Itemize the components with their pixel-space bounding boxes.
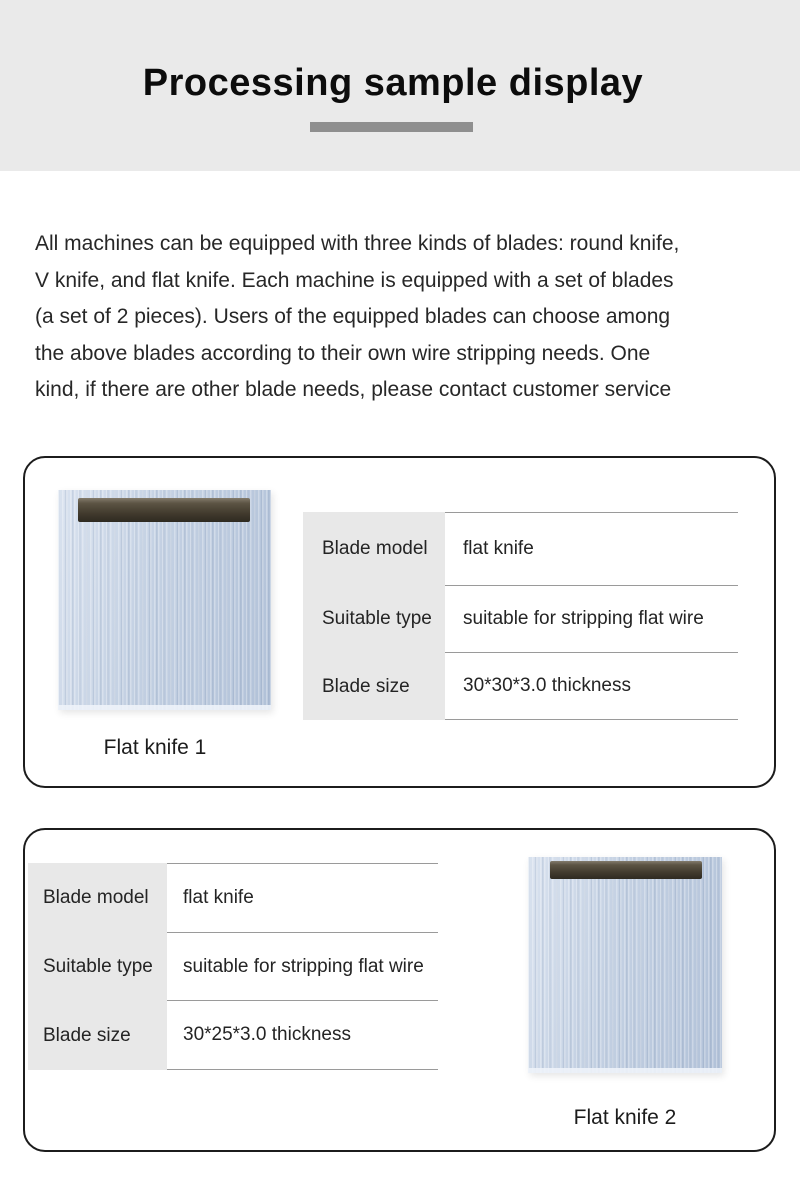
flat-knife-2-image [528, 857, 722, 1073]
intro-line: V knife, and flat knife. Each machine is equipped with a set of blades [35, 268, 674, 292]
spec-table [303, 512, 738, 720]
flat-knife-1-image [58, 490, 271, 710]
spec-label-column [28, 863, 167, 1070]
intro-line: kind, if there are other blade needs, please contact customer service [35, 378, 672, 401]
spec-value-column [445, 512, 738, 720]
title-underline [310, 122, 473, 132]
flat-knife-2-card [23, 828, 776, 1152]
image-caption: Flat knife 1 [103, 736, 207, 759]
spec-value: suitable for stripping flat wire [445, 586, 738, 654]
flat-knife-1-card [23, 456, 776, 788]
intro-line: the above blades according to their own wire stripping needs. One [35, 341, 651, 365]
spec-value: suitable for stripping flat wire [167, 933, 438, 1002]
page-title: Processing sample display [142, 62, 644, 104]
spec-label: Suitable type [43, 955, 153, 977]
spec-value: flat knife [167, 864, 438, 933]
spec-value: 30*25*3.0 thickness [167, 1001, 438, 1070]
image-caption: Flat knife 2 [573, 1106, 677, 1129]
spec-label: Suitable type [322, 608, 432, 629]
intro-line: All machines can be equipped with three kinds of blades: round knife, [35, 232, 680, 255]
spec-label: Blade model [322, 537, 428, 559]
blade-notch [550, 861, 702, 879]
blade-notch [78, 498, 250, 522]
spec-label: Blade size [322, 675, 410, 697]
intro-line: (a set of 2 pieces). Users of the equipped blades can choose among [35, 305, 671, 328]
spec-value-column [167, 863, 438, 1070]
spec-label-column [303, 512, 445, 720]
spec-label: Blade model [43, 886, 149, 908]
spec-value: flat knife [445, 513, 738, 586]
spec-value: 30*30*3.0 thickness [445, 653, 738, 720]
intro-paragraph [35, 226, 679, 409]
header-band [0, 0, 800, 171]
spec-table [28, 863, 438, 1070]
spec-label: Blade size [43, 1024, 131, 1046]
